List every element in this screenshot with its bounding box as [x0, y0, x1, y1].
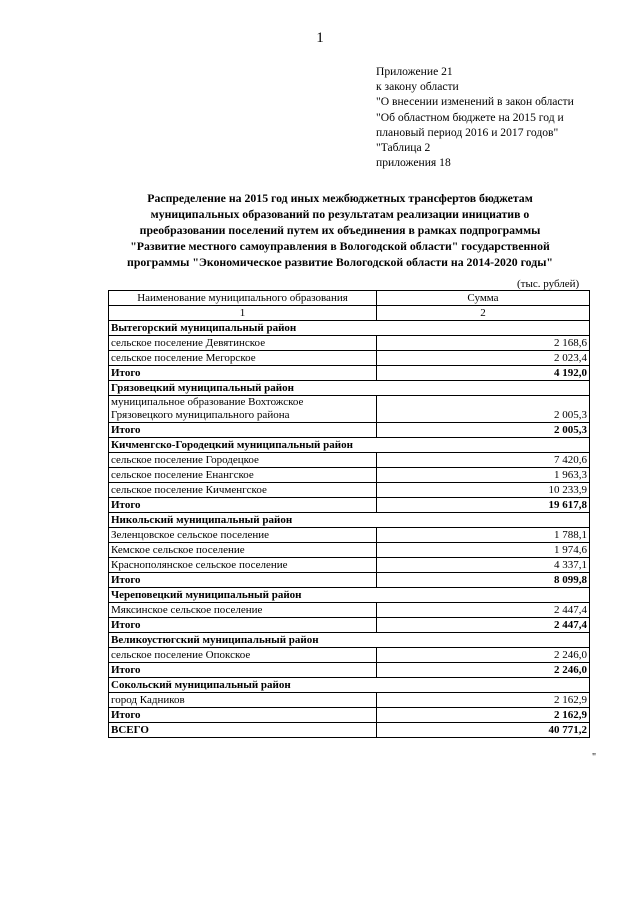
- table-row: [109, 603, 590, 618]
- units-label: (тыс. рублей): [517, 278, 580, 290]
- district-name: Великоустюгский муниципальный район: [109, 633, 590, 648]
- document-title: [100, 190, 580, 270]
- grand-total-sum: 40 771,2: [377, 723, 590, 738]
- title-line: "Развитие местного самоуправления в Вологодской области" государственной: [130, 239, 550, 253]
- total-sum: 2 162,9: [377, 708, 590, 723]
- district-name: Сокольский муниципальный район: [109, 678, 590, 693]
- district-row: [109, 321, 590, 336]
- settlement-name: город Кадников: [109, 693, 377, 708]
- settlement-name: [109, 396, 377, 423]
- appendix-line: приложения 18: [376, 156, 451, 170]
- table-row: [109, 693, 590, 708]
- settlement-name: Зеленцовское сельское поселение: [109, 528, 377, 543]
- settlement-sum: 1 974,6: [377, 543, 590, 558]
- settlement-sum: 2 162,9: [377, 693, 590, 708]
- district-row: [109, 678, 590, 693]
- table-row: [109, 558, 590, 573]
- settlement-name: сельское поселение Опокское: [109, 648, 377, 663]
- total-sum: 4 192,0: [377, 366, 590, 381]
- settlement-sum: 2 447,4: [377, 603, 590, 618]
- settlement-sum: 4 337,1: [377, 558, 590, 573]
- title-line: Распределение на 2015 год иных межбюджетных трансфертов бюджетам: [147, 191, 533, 205]
- appendix-line: к закону области: [376, 80, 459, 94]
- district-row: [109, 588, 590, 603]
- settlement-sum: 2 005,3: [377, 396, 590, 423]
- total-label: Итого: [109, 573, 377, 588]
- column-number-sum: 2: [377, 306, 590, 321]
- transfers-table: [108, 290, 590, 738]
- title-line: муниципальных образований по результатам реализации инициатив о: [150, 207, 530, 221]
- settlement-sum: 7 420,6: [377, 453, 590, 468]
- total-row: [109, 573, 590, 588]
- total-sum: 2 447,4: [377, 618, 590, 633]
- settlement-sum: 1 788,1: [377, 528, 590, 543]
- column-number-name: 1: [109, 306, 377, 321]
- title-line: программы "Экономическое развитие Вологодской области на 2014-2020 годы": [127, 255, 553, 269]
- settlement-sum: 2 246,0: [377, 648, 590, 663]
- settlement-name: сельское поселение Девятинское: [109, 336, 377, 351]
- column-header-name: Наименование муниципального образования: [109, 291, 377, 306]
- appendix-line: "Об областном бюджете на 2015 год и: [376, 110, 564, 124]
- settlement-sum: 10 233,9: [377, 483, 590, 498]
- table-row: [109, 351, 590, 366]
- column-header-sum: Сумма: [377, 291, 590, 306]
- district-row: [109, 513, 590, 528]
- table-row: [109, 396, 590, 423]
- grand-total-label: ВСЕГО: [109, 723, 377, 738]
- settlement-name: Краснополянское сельское поселение: [109, 558, 377, 573]
- page-number: 1: [316, 30, 324, 46]
- appendix-line: "Таблица 2: [376, 141, 431, 155]
- district-name: Вытегорский муниципальный район: [109, 321, 590, 336]
- total-row: [109, 498, 590, 513]
- total-label: Итого: [109, 663, 377, 678]
- total-row: [109, 366, 590, 381]
- total-row: [109, 708, 590, 723]
- total-label: Итого: [109, 366, 377, 381]
- total-row: [109, 423, 590, 438]
- total-sum: 2 005,3: [377, 423, 590, 438]
- appendix-line: Приложение 21: [376, 65, 453, 78]
- total-sum: 19 617,8: [377, 498, 590, 513]
- total-row: [109, 618, 590, 633]
- table-row: [109, 528, 590, 543]
- appendix-reference: [376, 64, 626, 170]
- settlement-name: Кемское сельское поселение: [109, 543, 377, 558]
- column-number-row: [109, 306, 590, 321]
- grand-total-row: [109, 723, 590, 738]
- total-label: Итого: [109, 423, 377, 438]
- total-label: Итого: [109, 618, 377, 633]
- table-row: [109, 483, 590, 498]
- table-row: [109, 336, 590, 351]
- table-header-row: [109, 291, 590, 306]
- table-row: [109, 648, 590, 663]
- district-name: Грязовецкий муниципальный район: [109, 381, 590, 396]
- settlement-sum: 2 023,4: [377, 351, 590, 366]
- settlement-name: сельское поселение Мегорское: [109, 351, 377, 366]
- appendix-line: плановый период 2016 и 2017 годов": [376, 125, 559, 139]
- district-row: [109, 381, 590, 396]
- table-row: [109, 468, 590, 483]
- table-row: [109, 453, 590, 468]
- title-line: преобразовании поселений путем их объединения в рамках подпрограммы: [139, 223, 541, 237]
- district-row: [109, 633, 590, 648]
- total-sum: 8 099,8: [377, 573, 590, 588]
- district-row: [109, 438, 590, 453]
- closing-quote-mark: ": [592, 752, 597, 763]
- total-label: Итого: [109, 708, 377, 723]
- district-name: Кичменгско-Городецкий муниципальный район: [109, 438, 590, 453]
- district-name: Никольский муниципальный район: [109, 513, 590, 528]
- settlement-name: сельское поселение Кичменгское: [109, 483, 377, 498]
- settlement-sum: 2 168,6: [377, 336, 590, 351]
- total-row: [109, 663, 590, 678]
- appendix-line: "О внесении изменений в закон области: [376, 95, 574, 109]
- settlement-name: сельское поселение Енангское: [109, 468, 377, 483]
- total-label: Итого: [109, 498, 377, 513]
- district-name: Череповецкий муниципальный район: [109, 588, 590, 603]
- settlement-name: Мяксинское сельское поселение: [109, 603, 377, 618]
- total-sum: 2 246,0: [377, 663, 590, 678]
- settlement-sum: 1 963,3: [377, 468, 590, 483]
- table-row: [109, 543, 590, 558]
- settlement-name-line: Грязовецкого муниципального района: [111, 409, 290, 421]
- settlement-name: сельское поселение Городецкое: [109, 453, 377, 468]
- settlement-name-line: муниципальное образование Вохтожское: [111, 396, 304, 408]
